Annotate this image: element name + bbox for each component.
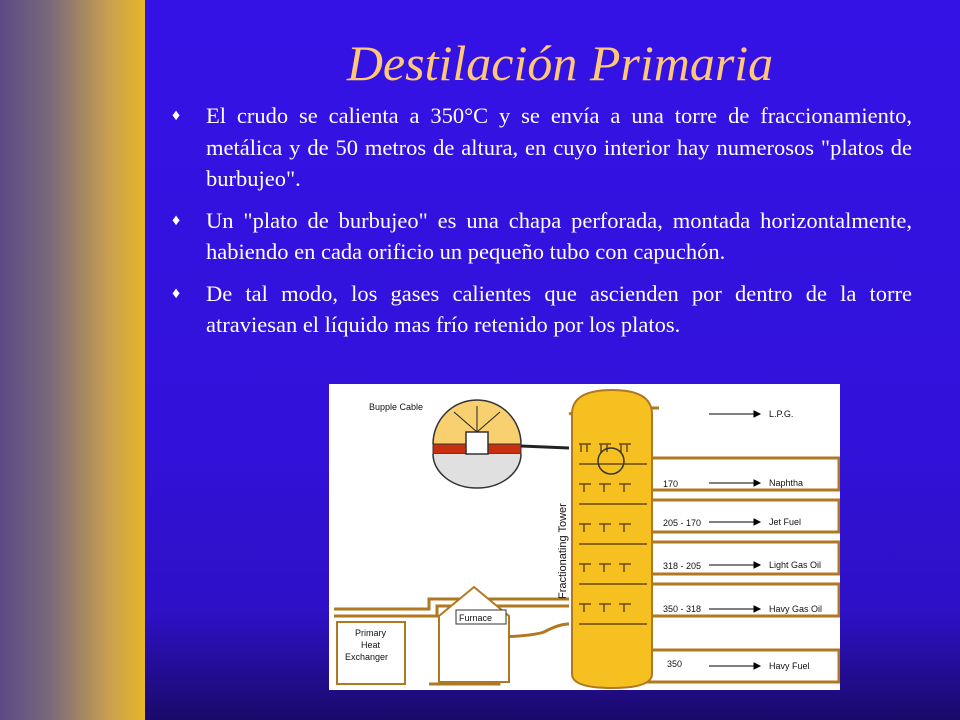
temperature-label: 205 - 170 — [663, 518, 702, 528]
bullet-item — [172, 100, 912, 195]
product-label: L.P.G. — [769, 409, 794, 419]
distillation-diagram — [329, 384, 840, 690]
slide-title: Destilación Primaria — [346, 35, 774, 91]
furnace — [439, 587, 509, 682]
tower-label: Fractionating Tower — [557, 503, 569, 599]
exchanger-label-line: Primary — [355, 628, 386, 638]
product-label: Jet Fuel — [769, 517, 802, 527]
exchanger-label-line: Exchanger — [345, 652, 389, 662]
temperature-label: 350 - 318 — [663, 604, 702, 614]
bullet-text: El crudo se calienta a 350°C y se envía a una torre de fraccionamiento, metálica y de 50 metros de altura, en cuyo interior hay numerosos "platos de burbujeo". — [206, 103, 912, 191]
left-gradient-strip — [0, 0, 145, 720]
bullet-text: De tal modo, los gases calientes que ascienden por dentro de la torre atraviesan el líquido mas frío retenido por los platos. — [206, 280, 912, 337]
temperature-label: 318 - 205 — [663, 561, 702, 571]
product-label: Havy Gas Oil — [769, 604, 823, 614]
bubble-cap-detail — [433, 400, 569, 488]
bullet-list — [172, 100, 912, 351]
furnace-label: Furnace — [459, 613, 493, 623]
diamond-bullet-icon: ♦ — [172, 107, 181, 124]
bullet-text: Un "plato de burbujeo" es una chapa perforada, montada horizontalmente, habiendo en cada orificio un pequeño tubo con capuchón. — [206, 207, 912, 264]
temperature-label: 170 — [663, 479, 679, 489]
diamond-bullet-icon: ♦ — [172, 284, 181, 302]
temperature-label: 350 — [667, 659, 683, 669]
product-label: Havy Fuel — [769, 661, 810, 671]
exchanger-label-line: Heat — [361, 640, 381, 650]
diamond-bullet-icon: ♦ — [172, 211, 181, 229]
bubble-cap-label: Bupple Cable — [369, 402, 424, 412]
fractionating-tower — [572, 390, 652, 688]
arrow-icons — [709, 411, 760, 669]
product-label: Naphtha — [769, 478, 804, 488]
bullet-item — [172, 278, 912, 341]
product-label: Light Gas Oil — [769, 560, 822, 570]
bullet-item — [172, 205, 912, 268]
